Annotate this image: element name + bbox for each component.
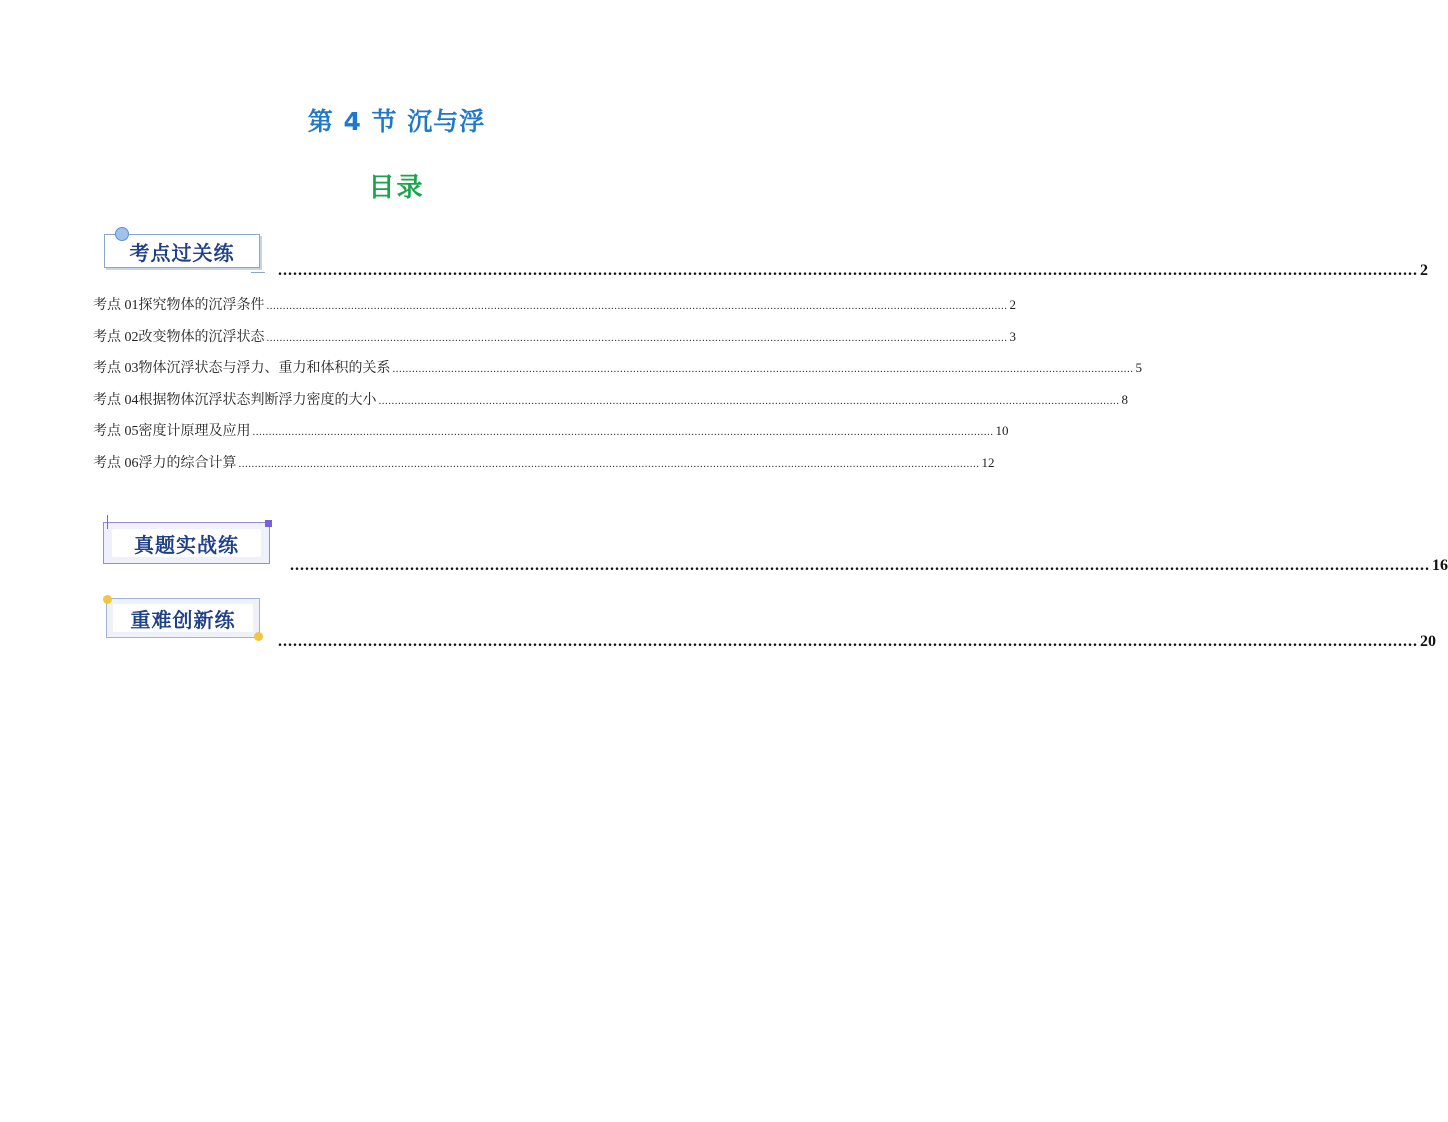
entry-text: 根据物体沉浮状态判断浮力密度的大小: [138, 391, 377, 408]
leader-dots: ....................................................................................................................................................................................................................................: [238, 457, 980, 470]
entry-number: 考点 06: [93, 455, 139, 471]
section-label: 考点过关练: [129, 240, 235, 265]
entry-page-number: 10: [995, 423, 1009, 439]
entry-page-number: 12: [981, 454, 995, 470]
entry-page-number: 3: [1009, 328, 1016, 344]
badge-dot-icon: [115, 227, 129, 241]
badge-corner-icon: [265, 520, 272, 527]
toc-list: [93, 294, 1142, 484]
leader-dots: ....................................................................................................................................................................................................................................: [278, 262, 1418, 279]
leader-dots: ....................................................................................................................................................................................................................................: [392, 363, 1134, 376]
entry-number: 考点 05: [93, 424, 139, 440]
entry-text: 改变物体的沉浮状态: [138, 328, 265, 345]
entry-number: 考点 01: [93, 298, 139, 313]
entry-number: 考点 04: [93, 392, 139, 408]
leader-dots: ....................................................................................................................................................................................................................................: [266, 300, 1008, 312]
badge-line-decoration: [107, 515, 108, 529]
entry-text: 浮力的综合计算: [138, 454, 237, 471]
toc-entry[interactable]: [93, 452, 995, 484]
toc-entry[interactable]: [93, 389, 1128, 421]
leader-dots: ....................................................................................................................................................................................................................................: [266, 331, 1008, 344]
entry-text: 物体沉浮状态与浮力、重力和体积的关系: [138, 360, 391, 377]
leader-dots: ....................................................................................................................................................................................................................................: [290, 557, 1430, 574]
section-page-number: 20: [1420, 633, 1436, 650]
entry-page-number: 5: [1135, 360, 1142, 376]
section-leader-zhongnan[interactable]: [278, 633, 1436, 650]
entry-text: 密度计原理及应用: [138, 423, 251, 440]
toc-entry[interactable]: [93, 420, 1009, 452]
leader-dots: ....................................................................................................................................................................................................................................: [278, 633, 1418, 650]
section-label: 重难创新练: [130, 607, 236, 632]
section-badge-kaodian[interactable]: [104, 234, 260, 268]
section-badge-zhongnan[interactable]: [106, 598, 260, 638]
document-title: 第 4 节 沉与浮: [307, 107, 486, 136]
entry-page-number: 8: [1121, 391, 1128, 407]
toc-entry[interactable]: [93, 294, 1016, 326]
badge-tail-decoration: [251, 272, 265, 273]
leader-dots: ....................................................................................................................................................................................................................................: [378, 394, 1120, 407]
toc-heading: 目录: [368, 173, 425, 203]
entry-page-number: 2: [1009, 297, 1016, 312]
toc-entry[interactable]: [93, 326, 1016, 358]
section-label: 真题实战练: [134, 532, 239, 557]
leader-dots: ....................................................................................................................................................................................................................................: [252, 426, 994, 439]
entry-number: 考点 02: [93, 329, 139, 345]
badge-corner-dot-icon: [103, 595, 112, 604]
entry-text: 探究物体的沉浮条件: [138, 297, 265, 313]
section-page-number: 16: [1432, 557, 1448, 574]
section-badge-zhenti[interactable]: [103, 522, 270, 564]
section-page-number: 2: [1420, 262, 1428, 279]
section-leader-kaodian[interactable]: [278, 262, 1428, 279]
badge-corner-dot-icon: [254, 632, 263, 641]
toc-entry[interactable]: [93, 357, 1142, 389]
section-leader-zhenti[interactable]: [290, 557, 1448, 574]
entry-number: 考点 03: [93, 361, 139, 377]
